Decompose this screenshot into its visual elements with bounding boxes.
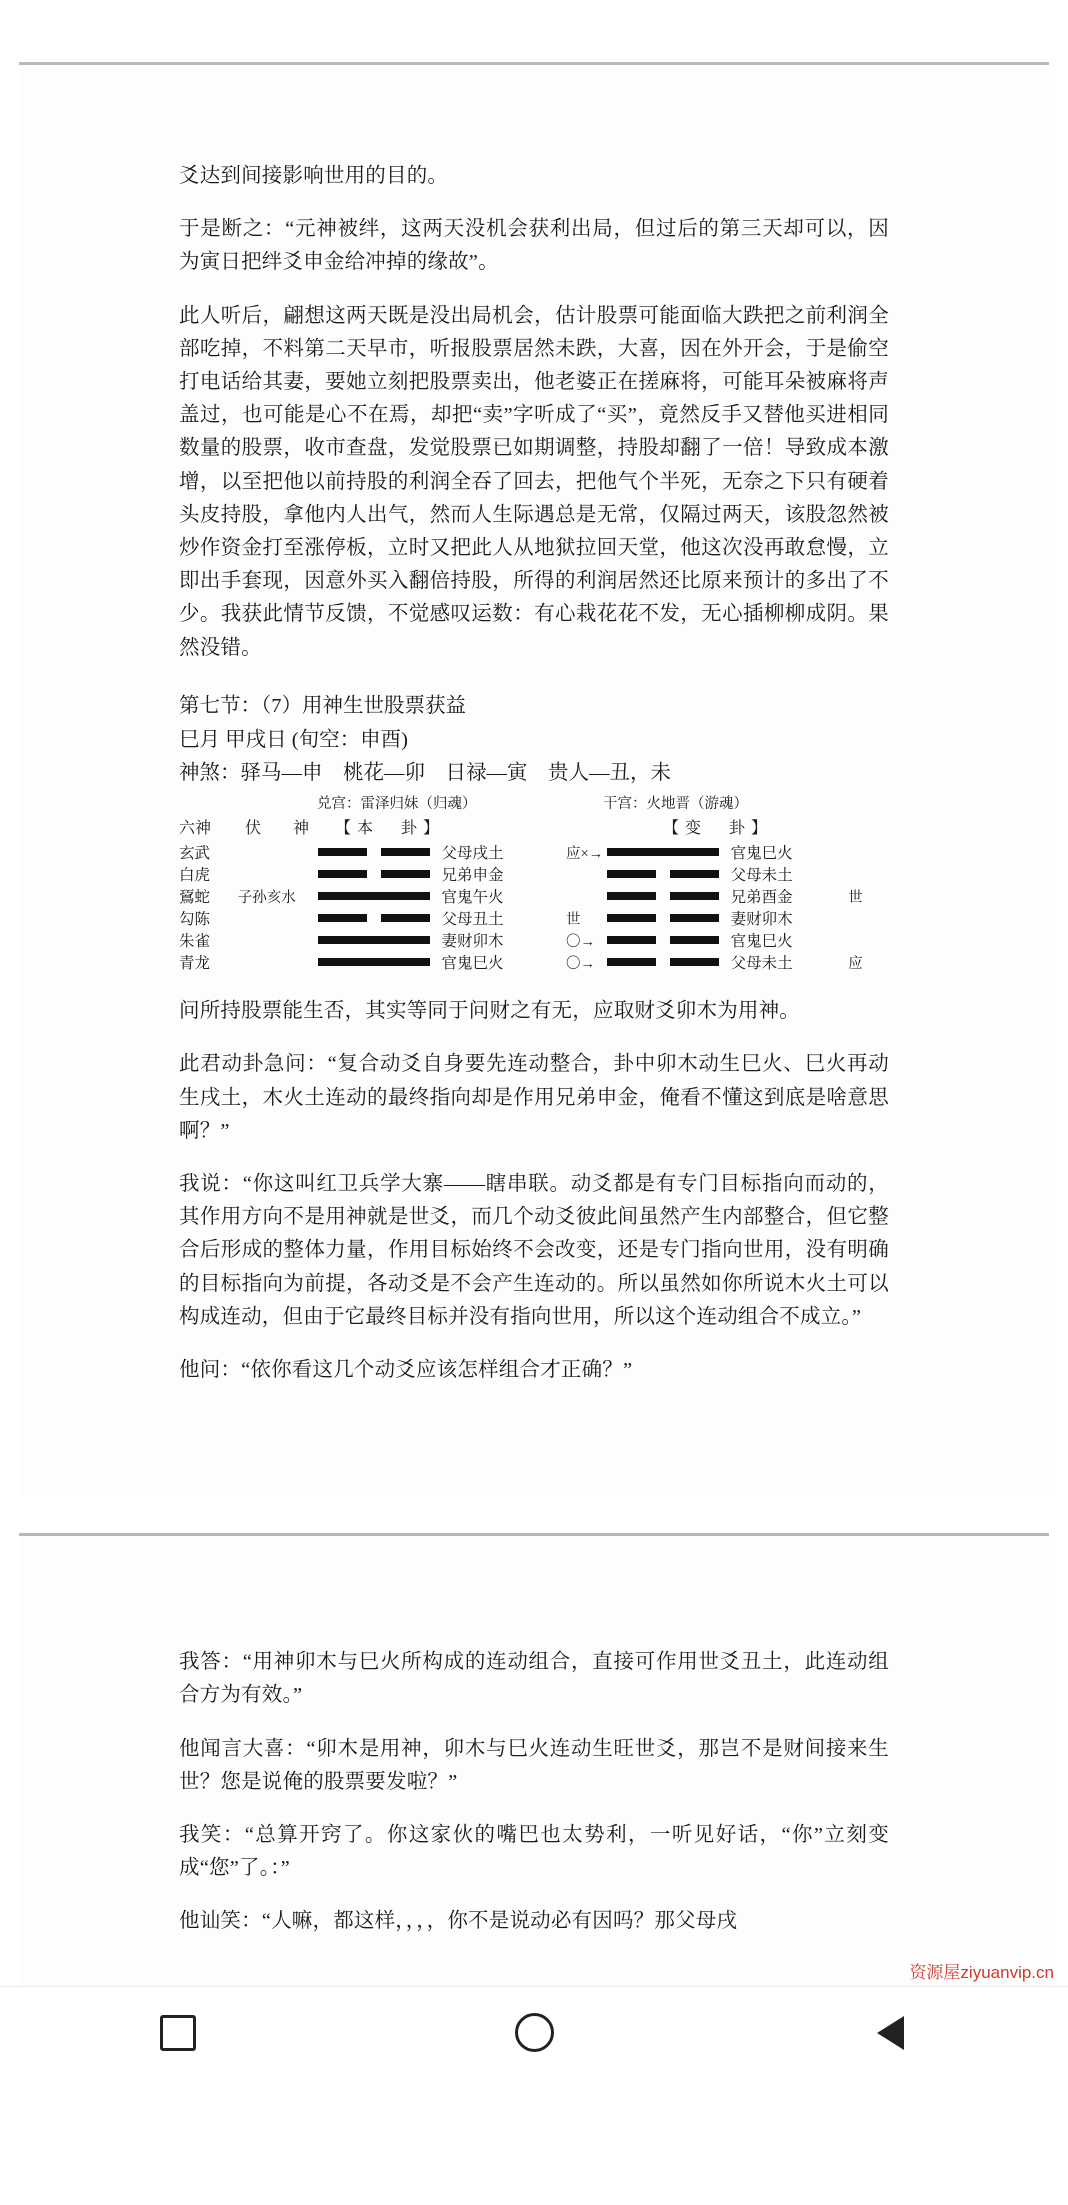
liushen-cell: 青龙 bbox=[179, 955, 211, 973]
shensha-info: 神煞：驿马—申 桃花—卯 日禄—寅 贵人—丑，未 bbox=[179, 762, 671, 785]
gua-palace-row bbox=[317, 792, 889, 813]
fushen-cell: 子孙亥水 bbox=[237, 889, 296, 906]
circle-home-icon bbox=[515, 2013, 554, 2052]
back-button[interactable] bbox=[864, 2007, 916, 2059]
paragraph: 他问：“依你看这几个动爻应该怎样组合才正确？” bbox=[179, 1358, 633, 1381]
document-page-1 bbox=[19, 65, 1049, 1495]
ben-yao-name: 兄弟申金 bbox=[441, 867, 504, 885]
hexagram-row bbox=[179, 841, 889, 863]
watermark: 资源屋ziyuanvip.cn bbox=[909, 1962, 1054, 1982]
hexagram-row bbox=[179, 907, 889, 929]
ben-yao-line bbox=[318, 957, 434, 967]
paragraph: 他闻言大喜：“卯木是用神，卯木与巳火连动生旺世爻，那岂不是财间接来生世？您是说俺的股票要发啦？” bbox=[179, 1737, 889, 1793]
liushen-cell: 䲾蛇 bbox=[179, 889, 211, 907]
liushen-cell: 玄武 bbox=[179, 845, 211, 863]
ben-yao-name: 父母戌土 bbox=[441, 845, 504, 863]
ben-yao-line bbox=[318, 847, 434, 857]
ben-shiying-mark: 世 bbox=[566, 911, 581, 928]
bian-shiying-mark: 应 bbox=[848, 955, 863, 972]
day-info: 巳月 甲戌日 (旬空：申酉) bbox=[179, 728, 408, 751]
ben-yao-name: 父母丑土 bbox=[441, 911, 504, 929]
paragraph: 我答：“用神卯木与巳火所构成的连动组合，直接可作用世爻丑土，此连动组合方为有效。” bbox=[179, 1651, 889, 1707]
header-liushen: 六神 bbox=[179, 820, 212, 838]
paragraph: 他讪笑：“人嘛，都这样，，，，你不是说动必有因吗？那父母戌 bbox=[179, 1910, 738, 1933]
paragraph: 于是断之：“元神被绊，这两天没机会获利出局，但过后的第三天却可以，因为寅日把绊爻申金给冲掉的缘故”。 bbox=[179, 218, 889, 274]
ben-yao-line bbox=[318, 869, 434, 879]
bian-yao-name: 兄弟酉金 bbox=[730, 889, 793, 907]
header-bian-gua: 【变 卦】 bbox=[663, 820, 774, 838]
bian-yao-name: 父母未土 bbox=[730, 955, 793, 973]
hexagram-table bbox=[179, 792, 889, 973]
liushen-cell: 白虎 bbox=[179, 867, 211, 885]
recents-button[interactable] bbox=[152, 2007, 204, 2059]
hexagram-row bbox=[179, 929, 889, 951]
ben-yao-line bbox=[318, 891, 434, 901]
bian-yao-name: 妻财卯木 bbox=[730, 911, 793, 929]
android-navigation-bar bbox=[0, 1986, 1068, 2079]
paragraph: 此君动卦急问：“复合动爻自身要先连动整合，卦中卯木动生巳火、巳火再动生戌土，木火土连动的最终指向却是作用兄弟申金，俺看不懂这到底是啥意思啊？” bbox=[179, 1053, 889, 1142]
ben-shiying-mark: 〇→ bbox=[566, 933, 596, 950]
page-gap bbox=[0, 1495, 1068, 1533]
paragraph: 此人听后，翩想这两天既是没出局机会，估计股票可能面临大跌把之前利润全部吃掉，不料第二天早市，听报股票居然未跌，大喜，因在外开会，于是偷空打电话给其妻，要她立刻把股票卖出，他老婆正在搓麻将，可能耳朵被麻将声盖过，也可能是心不在焉，却把“卖”字听成了“买”，竟然反手又替他买进相同数量的股票，收市查盘，发觉股票已如期调整，持股却翻了一倍！导致成本激增，以至把他以前持股的利润全吞了回去，把他气个半死，无奈之下只有硬着头皮持股，拿他内人出气，然而人生际遇总是无常，仅隔过两天，该股忽然被炒作资金打至涨停板，立时又把此人从地狱拉回天堂，他这次没再敢怠慢，立即出手套现，因意外买入翻倍持股，所得的利润居然还比原来预计的多出了不少。我获此情节反馈，不觉感叹运数：有心栽花花不发，无心插柳柳成阴。果然没错。 bbox=[179, 304, 889, 659]
paragraph: 问所持股票能生否，其实等同于问财之有无，应取财爻卯木为用神。 bbox=[179, 1000, 800, 1023]
bian-yao-name: 父母未土 bbox=[730, 867, 793, 885]
ben-yao-name: 官鬼巳火 bbox=[441, 955, 504, 973]
home-button[interactable] bbox=[508, 2007, 560, 2059]
liushen-cell: 朱雀 bbox=[179, 933, 211, 951]
bian-yao-line bbox=[607, 847, 723, 857]
bian-yao-name: 官鬼巳火 bbox=[730, 933, 793, 951]
hexagram-row bbox=[179, 951, 889, 973]
ben-shiying-mark: 应×→ bbox=[566, 845, 604, 862]
paragraph: 我说：“你这叫红卫兵学大寨——瞎串联。动爻都是有专门目标指向而动的，其作用方向不是用神就是世爻，而几个动爻彼此间虽然产生内部整合，但它整合后形成的整体力量，作用目标始终不会改变，还是专门指向世用，没有明确的目标指向为前提，各动爻是不会产生连动的。所以虽然如你所说木火土可以构成连动，但由于它最终目标并没有指向世用，所以这个连动组合不成立。” bbox=[179, 1172, 889, 1328]
hexagram-row bbox=[179, 863, 889, 885]
bian-yao-line bbox=[607, 891, 723, 901]
ben-shiying-mark: 〇→ bbox=[566, 955, 596, 972]
square-recents-icon bbox=[160, 2015, 196, 2051]
triangle-back-icon bbox=[877, 2016, 904, 2050]
gua-palace-left: 兑宫：雷泽归妹（归魂） bbox=[317, 796, 477, 813]
ben-yao-name: 官鬼午火 bbox=[441, 889, 504, 907]
paragraph: 我笑：“总算开窍了。你这家伙的嘴巴也太势利，一听见好话，“你”立刻变成“您”了。：” bbox=[179, 1823, 889, 1880]
ben-yao-line bbox=[318, 935, 434, 945]
header-ben-gua: 【本 卦】 bbox=[335, 820, 446, 838]
gua-palace-right: 干宫：火地晋（游魂） bbox=[603, 796, 748, 813]
header-fushen: 伏 神 bbox=[245, 820, 310, 838]
bian-yao-line bbox=[607, 913, 723, 923]
hexagram-row bbox=[179, 885, 889, 907]
bian-yao-name: 官鬼巳火 bbox=[730, 845, 793, 863]
ben-yao-line bbox=[318, 913, 434, 923]
bian-yao-line bbox=[607, 957, 723, 967]
bian-yao-line bbox=[607, 935, 723, 945]
hexagram-header-row bbox=[179, 815, 889, 838]
bian-yao-line bbox=[607, 869, 723, 879]
ben-yao-name: 妻财卯木 bbox=[441, 933, 504, 951]
paragraph: 爻达到间接影响世用的目的。 bbox=[179, 165, 449, 187]
liushen-cell: 勾陈 bbox=[179, 911, 211, 929]
section-heading: 第七节：（7）用神生世股票获益 bbox=[179, 694, 466, 717]
top-margin bbox=[0, 0, 1068, 62]
bian-shiying-mark: 世 bbox=[848, 889, 863, 906]
